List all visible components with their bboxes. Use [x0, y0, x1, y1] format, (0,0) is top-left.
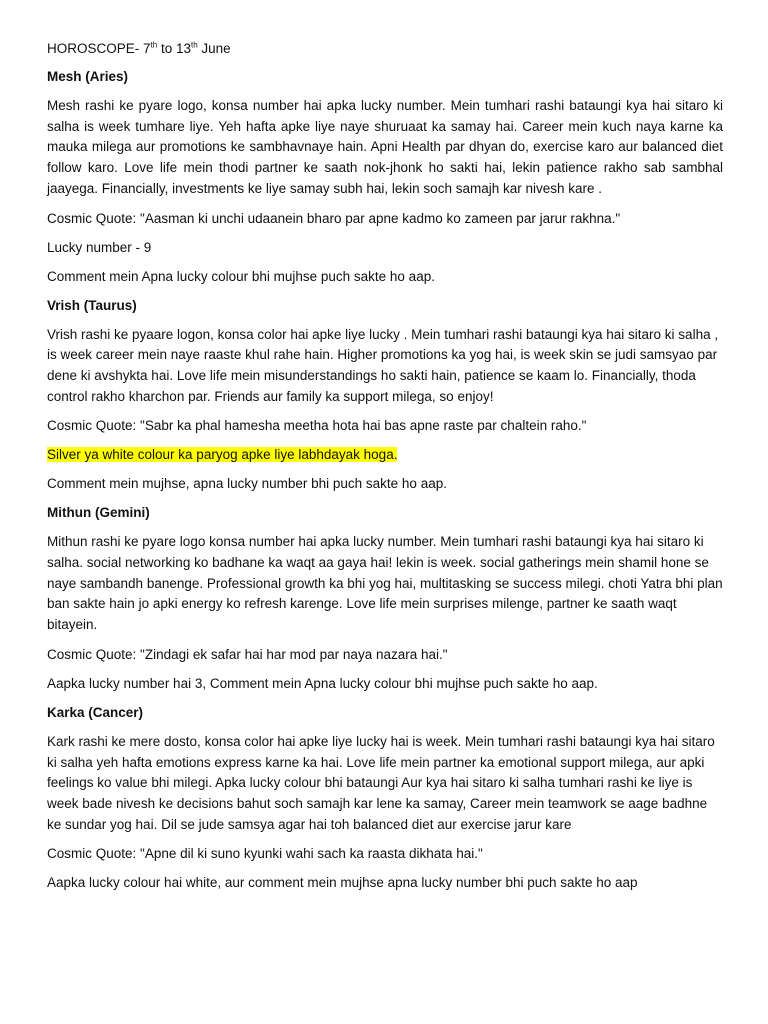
- lucky-colour-karka: Aapka lucky colour hai white, aur comment mein mujhse apna lucky number bhi puch sakte ho aap: [47, 875, 638, 891]
- lucky-number-mesh: Lucky number - 9: [47, 239, 152, 255]
- section-heading-karka: Karka (Cancer): [47, 704, 144, 720]
- cosmic-quote-vrish: Cosmic Quote: "Sabr ka phal hamesha meetha hota hai bas apne raste par chaltein raho.": [47, 418, 587, 434]
- comment-line-mesh: Comment mein Apna lucky colour bhi mujhse puch sakte ho aap.: [47, 268, 435, 284]
- section-body-vrish: Vrish rashi ke pyaare logon, konsa color hai apke liye lucky . Mein tumhari rashi bataungi kya hai sitaro ki salha , is week career mein naye raaste khul rahe hain. Higher promotions ka yog hai, is week skin se judi samsyao par dene ki avshykta hai. Love life mein misunderstandings ho sakti hain, patience se kaam lo. Financially, thoda control rakho kharchon par. Friends aur family ka support milega, so enjoy!: [47, 326, 719, 404]
- lucky-number-mithun: Aapka lucky number hai 3, Comment mein Apna lucky colour bhi mujhse puch sakte ho aap.: [47, 675, 598, 691]
- document-page: [47, 40, 723, 903]
- section-heading-mesh: Mesh (Aries): [47, 69, 129, 84]
- cosmic-quote-karka: Cosmic Quote: "Apne dil ki suno kyunki wahi sach ka raasta dikhata hai.": [47, 846, 483, 862]
- section-body-karka: Kark rashi ke mere dosto, konsa color hai apke liye lucky hai is week. Mein tumhari rashi bataungi kya hai sitaro ki salha yeh hafta emotions express karne ka hai. Love life mein partner ka emotional support milega, aur apki feelings ko value bhi milegi. Apka lucky colour bhi bataungi Aur kya hai sitaro ki salha tumhari rashi ke liye is week bade nivesh ke decisions bahut soch samajh kar lene ka samay, Career mein teamwork se aage badhne ke sundar yog hai. Dil se jude samsya agar hai toh balanced diet aur exercise jarur kare: [47, 733, 715, 832]
- lucky-colour-vrish: [47, 446, 723, 464]
- comment-line-vrish: Comment mein mujhse, apna lucky number bhi puch sakte ho aap.: [47, 476, 447, 492]
- cosmic-quote-mesh: Cosmic Quote: "Aasman ki unchi udaanein bharo par apne kadmo ko zameen par jarur rakhna.": [47, 210, 621, 226]
- section-heading-mithun: Mithun (Gemini): [47, 505, 150, 521]
- cosmic-quote-mithun: Cosmic Quote: "Zindagi ek safar hai har mod par naya nazara hai.": [47, 646, 448, 662]
- section-body-mithun: Mithun rashi ke pyare logo konsa number hai apka lucky number. Mein tumhari rashi bataungi kya hai sitaro ki salha. social networking ko badhane ka waqt aa gaya hai! lekin is week. social gatherings mein shamil hone se naye sambandh banenge. Professional growth ka bhi yog hai, multitasking se success milegi. choti Yatra bhi plan ban sakte hain jo apki energy ko refresh karenge. Love life mein surprises milenge, partner ke saath waqt bitayein.: [47, 534, 723, 633]
- section-body-mesh: Mesh rashi ke pyare logo, konsa number hai apka lucky number. Mein tumhari rashi bataungi kya hai sitaro ki salha is week tumhare liye. Yeh hafta apke liye naye shuruaat ka samay hai. Career mein kuch naya karne ka mauka milega aur promotions ke sambhavnaye hain. Apni Health par dhyan do, exercise karo aur balanced diet follow karo. Love life mein thodi partner ke saath nok-jhonk ho sakti hai, lekin patience rakho sab sambhal jaayega. Financially, investments ke liye samay subh hai, lekin soch samajh kar nivesh kare .: [47, 98, 723, 196]
- highlighted-text: Silver ya white colour ka paryog apke liye labhdayak hoga.: [47, 447, 398, 463]
- document-title: HOROSCOPE- 7th to 13th June: [47, 40, 231, 56]
- section-heading-vrish: Vrish (Taurus): [47, 297, 137, 313]
